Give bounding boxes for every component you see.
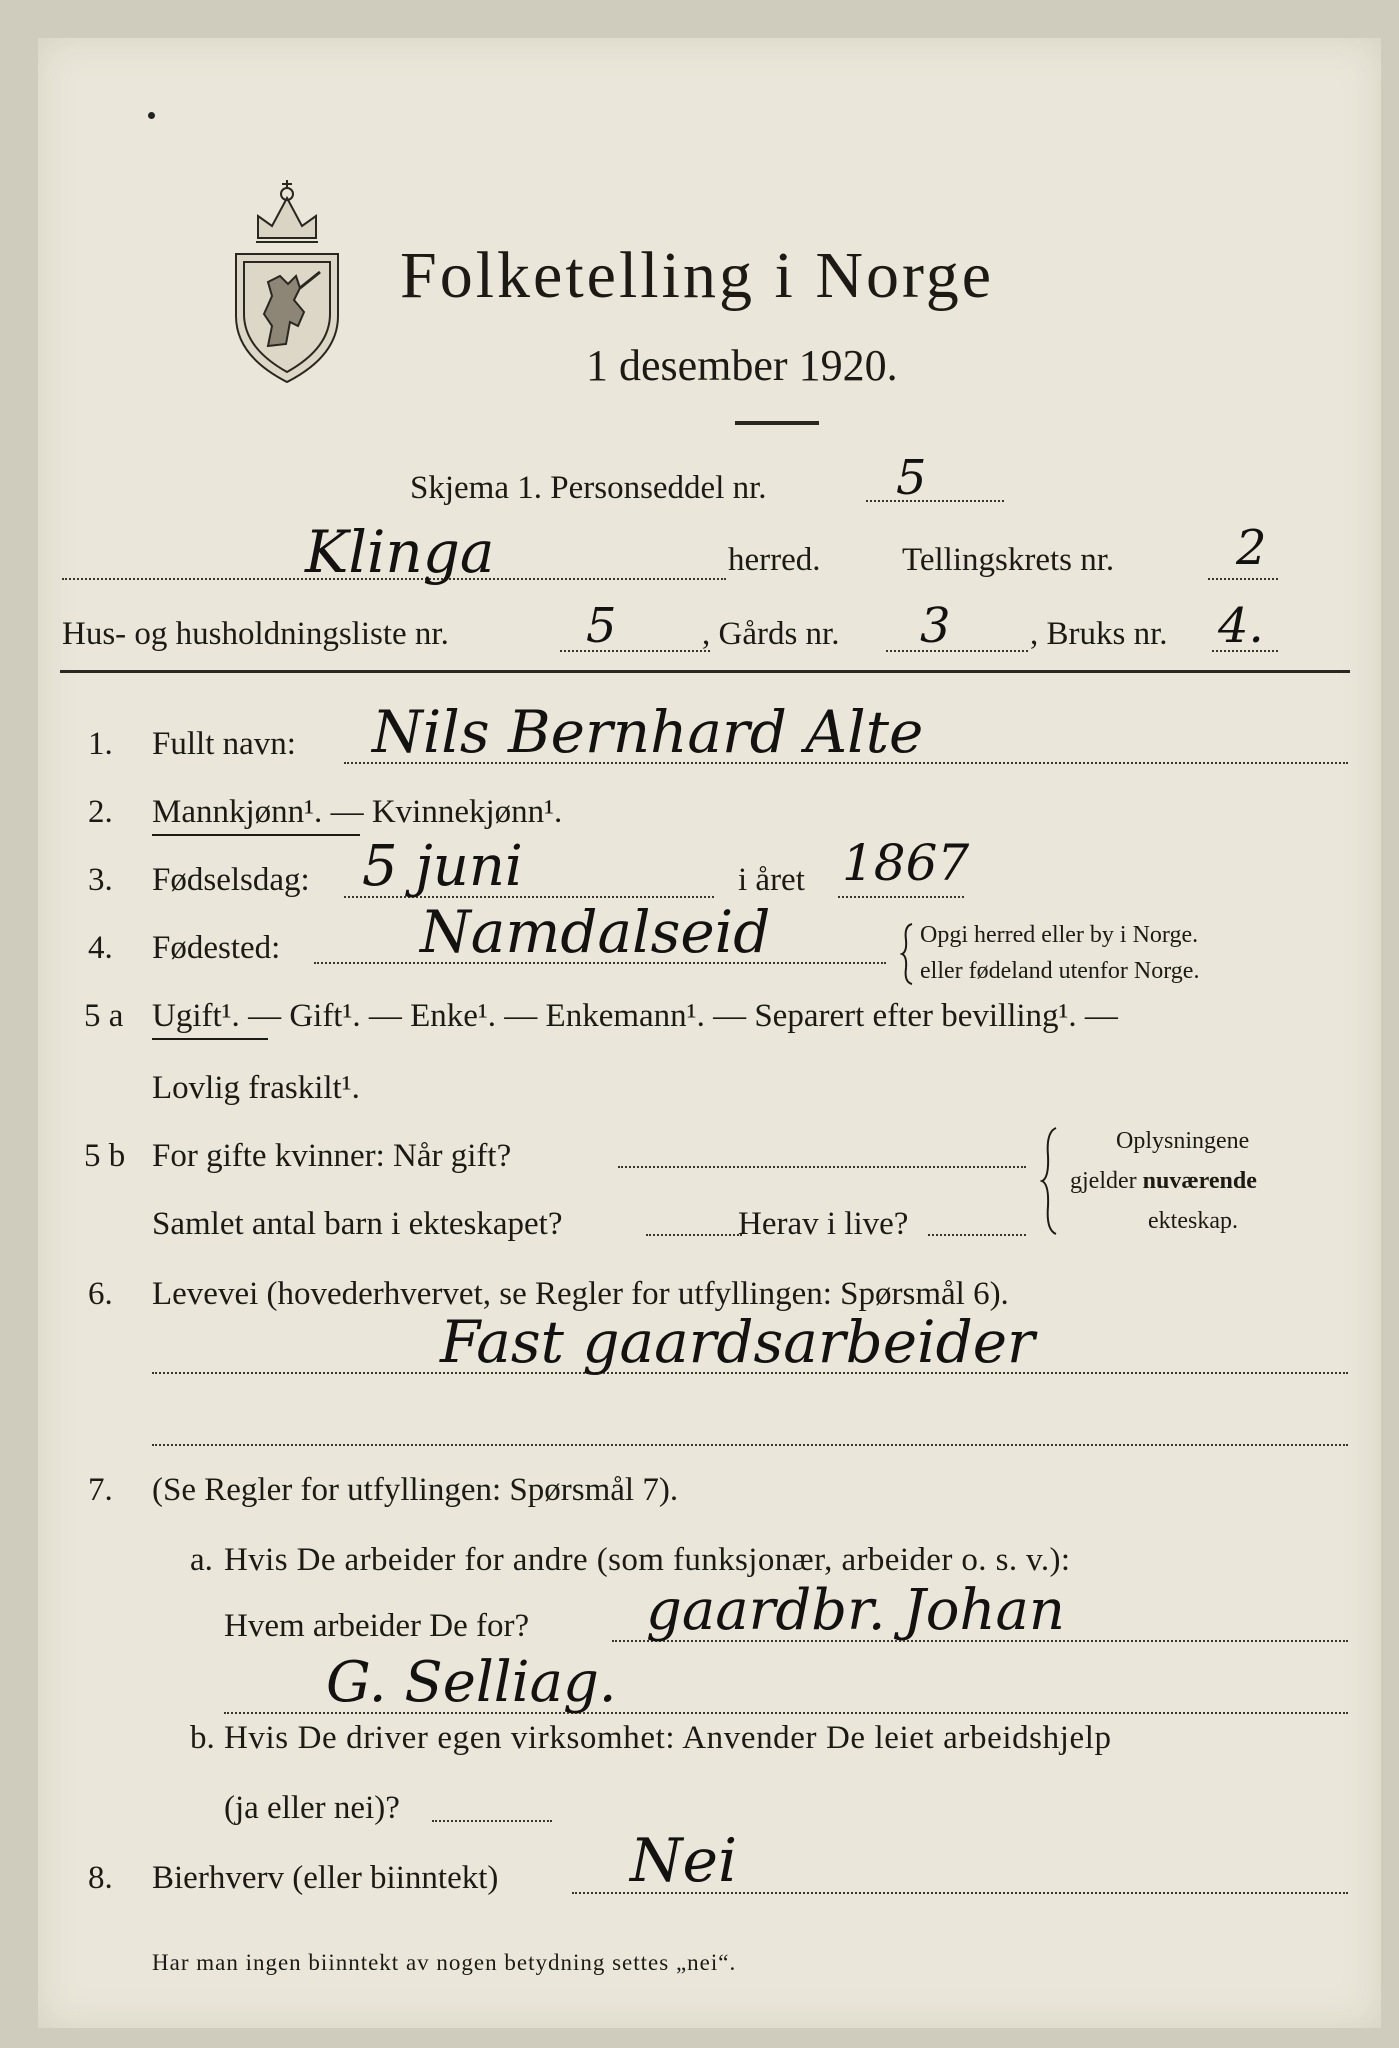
q5a-line2[interactable]: Lovlig fraskilt¹. (152, 1070, 360, 1106)
employer-value-line1: gaardbr. Johan (646, 1578, 1065, 1643)
q4-number: 4. (88, 930, 113, 966)
q3-label: Fødselsdag: (152, 862, 310, 898)
q5a-other-options[interactable]: — Gift¹. — Enke¹. — Enkemann¹. — Separert efter bevilling¹. — (248, 998, 1118, 1034)
birth-year-field[interactable] (838, 896, 964, 898)
q4-note-line1: Opgi herred eller by i Norge. (920, 922, 1199, 948)
q5b-number: 5 b (84, 1138, 126, 1174)
occupation-value: Fast gaardsarbeider (440, 1308, 1035, 1376)
q7b-question: (ja eller nei)? (224, 1790, 400, 1826)
q7a-label: Hvis De arbeider for andre (som funksjonær, arbeider o. s. v.): (224, 1542, 1071, 1578)
header-divider (735, 421, 819, 425)
occupation-field-line2[interactable] (152, 1444, 1348, 1446)
q3-number: 3. (88, 862, 113, 898)
q7b-letter: b. (190, 1720, 215, 1756)
herred-label: herred. (728, 542, 821, 578)
q7-label: (Se Regler for utfyllingen: Spørsmål 7). (152, 1472, 679, 1508)
birthday-value: 5 juni (362, 834, 523, 899)
ugift-underline (152, 1038, 268, 1040)
male-underline (152, 834, 360, 836)
footer-note: Har man ingen biinntekt av nogen betydning settes „nei“. (152, 1950, 737, 1975)
birth-year-value: 1867 (842, 834, 970, 892)
q8-number: 8. (88, 1860, 113, 1896)
q7-number: 7. (88, 1472, 113, 1508)
q6-label: Levevei (hovederhvervet, se Regler for utfyllingen: Spørsmål 6). (152, 1276, 1009, 1312)
q2-separator: — (330, 794, 364, 830)
employer-value-line2: G. Selliag. (326, 1650, 617, 1715)
q7a-question: Hvem arbeider De for? (224, 1608, 530, 1644)
skjema-label: Skjema 1. Personseddel nr. (410, 470, 767, 506)
husholdningsliste-field[interactable] (560, 650, 710, 652)
male-option[interactable]: Mannkjønn¹. (152, 794, 323, 830)
q7b-label: Hvis De driver egen virksomhet: Anvender De leiet arbeidshjelp (224, 1720, 1112, 1756)
ink-dot (148, 112, 155, 119)
q5b-note-line1: Oplysningene (1116, 1128, 1250, 1154)
norway-coat-of-arms-icon (228, 176, 346, 386)
gards-field[interactable] (886, 650, 1028, 652)
hired-help-field[interactable] (432, 1820, 552, 1822)
form-title: Folketelling i Norge (400, 239, 995, 312)
female-option[interactable]: Kvinnekjønn¹. (371, 794, 563, 830)
tellingskrets-value: 2 (1236, 520, 1267, 576)
section-divider (60, 670, 1350, 673)
q5b-children-label: Samlet antal barn i ekteskapet? (152, 1206, 563, 1242)
q5b-note-gjelder: gjelder (1070, 1168, 1137, 1194)
q5b-note-nuvaerende: nuværende (1142, 1168, 1257, 1194)
q5a-number: 5 a (84, 998, 124, 1034)
brace-icon (1040, 1126, 1060, 1236)
q6-number: 6. (88, 1276, 113, 1312)
married-when-field[interactable] (618, 1166, 1026, 1168)
herred-value: Klinga (305, 518, 495, 586)
q1-number: 1. (88, 726, 113, 762)
q4-label: Fødested: (152, 930, 281, 966)
q1-label: Fullt navn: (152, 726, 296, 762)
ugift-option[interactable]: Ugift¹. (152, 998, 240, 1034)
bruks-value: 4. (1218, 598, 1264, 654)
full-name-value: Nils Bernhard Alte (372, 698, 924, 766)
q5b-alive-label: Herav i live? (738, 1206, 909, 1242)
q5b-married-when-label: For gifte kvinner: Når gift? (152, 1138, 512, 1174)
brace-icon (900, 922, 916, 986)
form-date: 1 desember 1920. (586, 341, 898, 390)
husholdningsliste-value: 5 (586, 598, 617, 654)
personseddel-nr-value: 5 (896, 450, 927, 506)
q2-options (152, 794, 562, 831)
birth-year-label: i året (738, 862, 805, 898)
q5b-note-line2 (1070, 1168, 1257, 1195)
gards-label: , Gårds nr. (702, 616, 840, 652)
birthplace-value: Namdalseid (420, 898, 771, 966)
tellingskrets-label: Tellingskrets nr. (902, 542, 1115, 578)
tellingskrets-field[interactable] (1208, 578, 1278, 580)
husholdningsliste-label: Hus- og husholdningsliste nr. (62, 616, 449, 652)
children-alive-field[interactable] (928, 1234, 1026, 1236)
q2-number: 2. (88, 794, 113, 830)
children-count-field[interactable] (646, 1234, 742, 1236)
gards-value: 3 (920, 598, 951, 654)
side-income-value: Nei (630, 1826, 738, 1896)
personseddel-nr-field[interactable] (866, 500, 1004, 502)
q5b-note-line3: ekteskap. (1148, 1208, 1238, 1234)
q5a-options (152, 998, 1118, 1035)
q4-note-line2: eller fødeland utenfor Norge. (920, 958, 1200, 984)
q8-label: Bierhverv (eller biinntekt) (152, 1860, 499, 1896)
q7a-letter: a. (190, 1542, 213, 1578)
bruks-label: , Bruks nr. (1030, 616, 1168, 652)
